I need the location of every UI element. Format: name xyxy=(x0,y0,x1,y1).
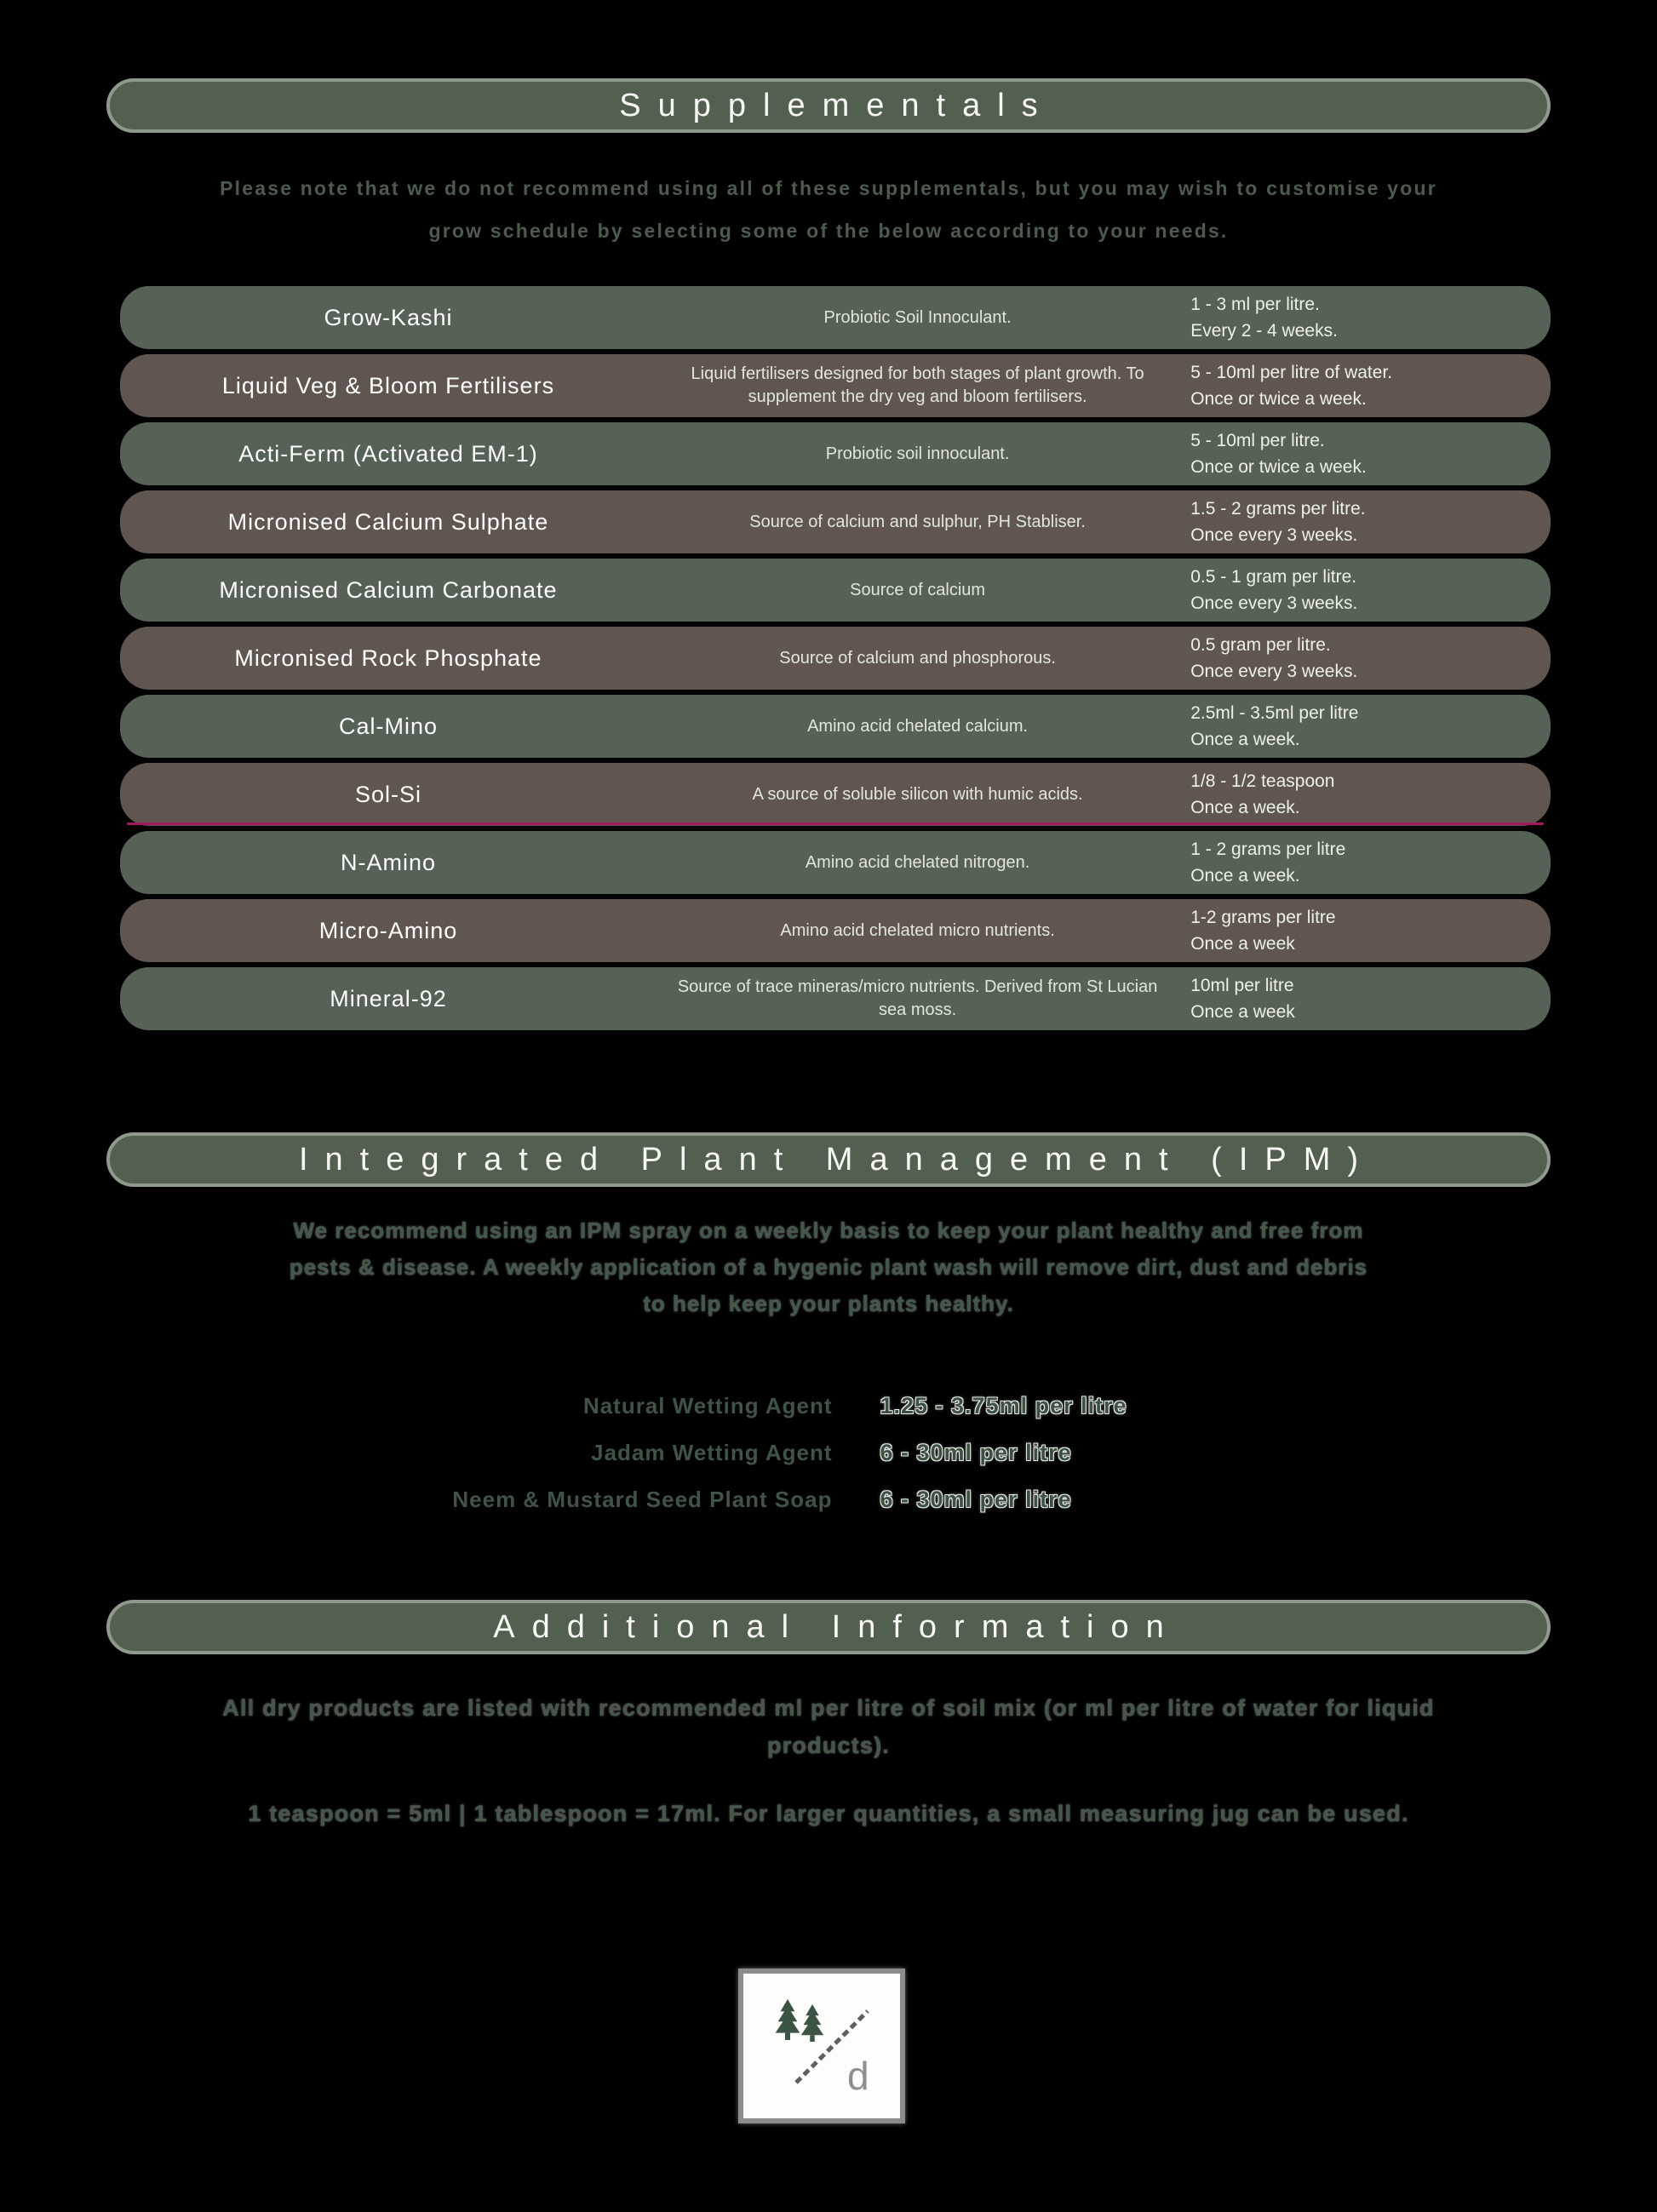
dosage-amount: 10ml per litre xyxy=(1190,975,1294,995)
table-row-cal-mino xyxy=(120,695,1551,758)
logo-graphic xyxy=(743,1974,900,2118)
ipm-item-dosage: 6 - 30ml per litre xyxy=(880,1487,1072,1512)
table-row-rock-phosphate xyxy=(120,627,1551,690)
supplement-description: Source of calcium xyxy=(850,580,986,599)
supplement-description: Source of trace mineras/micro nutrients. Derived from St Lucian sea moss. xyxy=(677,977,1158,1019)
supplement-name: N-Amino xyxy=(340,849,437,875)
supplement-description: Source of calcium and sulphur, PH Stabliser. xyxy=(749,512,1086,531)
supplement-description: Probiotic Soil Innoculant. xyxy=(823,307,1012,327)
supplement-name: Mineral-92 xyxy=(330,985,447,1011)
supplementals-header xyxy=(106,78,1551,133)
supplement-dosage xyxy=(1178,632,1551,685)
supplementals-title: Supplementals xyxy=(619,87,1055,123)
ipm-title: Integrated Plant Management (IPM) xyxy=(298,1141,1376,1178)
table-row-sol-si xyxy=(120,763,1551,826)
ipm-item-neem-mustard-soap xyxy=(0,1487,1657,1513)
supplement-name: Micronised Rock Phosphate xyxy=(234,645,542,671)
supplement-dosage xyxy=(1178,700,1551,754)
additional-info-title: Additional Information xyxy=(493,1608,1181,1645)
trees-d-logo xyxy=(738,1968,905,2123)
supplement-name: Micro-Amino xyxy=(318,917,458,943)
ipm-item-label: Natural Wetting Agent xyxy=(582,1393,833,1418)
dosage-amount: 2.5ml - 3.5ml per litre xyxy=(1190,702,1359,723)
supplement-description: Amino acid chelated micro nutrients. xyxy=(780,920,1055,940)
ipm-item-label: Neem & Mustard Seed Plant Soap xyxy=(452,1487,833,1512)
ipm-header xyxy=(106,1132,1551,1187)
table-row-liquid-veg-bloom xyxy=(120,354,1551,417)
supplement-dosage xyxy=(1178,427,1551,481)
dosage-frequency: Once a week xyxy=(1190,934,1295,954)
table-row-calcium-sulphate xyxy=(120,490,1551,553)
dosage-frequency: Once or twice a week. xyxy=(1190,457,1367,477)
pine-tree-icon xyxy=(776,1999,800,2040)
supplement-name: Micronised Calcium Sulphate xyxy=(227,508,549,535)
dosage-frequency: Once a week xyxy=(1190,1002,1295,1022)
dosage-amount: 5 - 10ml per litre of water. xyxy=(1190,362,1393,382)
supplement-description: Source of calcium and phosphorous. xyxy=(779,648,1056,668)
dosage-frequency: Once or twice a week. xyxy=(1190,389,1367,409)
ipm-note: We recommend using an IPM spray on a weekly basis to keep your plant healthy and free from pests & disease. A weekly application of a hygenic plant wash will remove dirt, dust and debris to help keep your plants healthy. xyxy=(289,1218,1368,1316)
supplement-dosage xyxy=(1178,359,1551,413)
ipm-item-dosage: 6 - 30ml per litre xyxy=(880,1440,1072,1465)
table-row-mineral-92 xyxy=(120,967,1551,1030)
table-row-n-amino xyxy=(120,831,1551,894)
supplement-name: Sol-Si xyxy=(354,781,422,807)
supplement-dosage xyxy=(1178,904,1551,958)
pine-tree-icon xyxy=(801,2004,823,2042)
dosage-frequency: Once a week. xyxy=(1190,730,1300,749)
table-row-calcium-carbonate xyxy=(120,559,1551,622)
supplement-name: Acti-Ferm (Activated EM-1) xyxy=(238,440,538,467)
supplement-dosage xyxy=(1178,972,1551,1026)
supplement-name: Cal-Mino xyxy=(338,713,439,739)
supplements-table xyxy=(120,286,1551,1030)
ipm-item-dosage: 1.25 - 3.75ml per litre xyxy=(880,1393,1127,1418)
supplement-description: Liquid fertilisers designed for both stages of plant growth. To supplement the dry veg and bloom fertilisers. xyxy=(691,364,1144,406)
supplement-description: Amino acid chelated calcium. xyxy=(807,716,1029,736)
dosage-amount: 0.5 - 1 gram per litre. xyxy=(1190,566,1357,587)
supplement-name: Liquid Veg & Bloom Fertilisers xyxy=(221,372,555,398)
dosage-frequency: Once a week. xyxy=(1190,798,1300,817)
supplement-dosage xyxy=(1178,768,1551,822)
supplement-description: Amino acid chelated nitrogen. xyxy=(805,852,1030,872)
dosage-amount: 1.5 - 2 grams per litre. xyxy=(1190,498,1366,519)
supplement-dosage xyxy=(1178,291,1551,345)
dosage-frequency: Once every 3 weeks. xyxy=(1190,662,1358,681)
dosage-amount: 1 - 3 ml per litre. xyxy=(1190,294,1320,314)
supplement-dosage xyxy=(1178,564,1551,617)
supplementals-note: Please note that we do not recommend using all of these supplementals, but you may wish to customise your grow schedule by selecting some of the below according to your needs. xyxy=(220,177,1437,242)
ipm-item-label: Jadam Wetting Agent xyxy=(591,1440,833,1465)
supplement-description: A source of soluble silicon with humic acids. xyxy=(752,784,1083,804)
supplement-name: Micronised Calcium Carbonate xyxy=(219,576,558,603)
table-row-grow-kashi xyxy=(120,286,1551,349)
dosage-amount: 1 - 2 grams per litre xyxy=(1190,839,1346,859)
measurement-conversion-note: 1 teaspoon = 5ml | 1 tablespoon = 17ml. For larger quantities, a small measuring jug can be used. xyxy=(248,1801,1409,1826)
dosage-amount: 1-2 grams per litre xyxy=(1190,907,1336,927)
table-row-micro-amino xyxy=(120,899,1551,962)
dosage-amount: 5 - 10ml per litre. xyxy=(1190,430,1325,450)
additional-info-header xyxy=(106,1600,1551,1654)
supplement-dosage xyxy=(1178,496,1551,549)
dosage-frequency: Once every 3 weeks. xyxy=(1190,593,1358,613)
table-row-acti-ferm xyxy=(120,422,1551,485)
dosage-frequency: Every 2 - 4 weeks. xyxy=(1190,321,1338,341)
supplement-name: Grow-Kashi xyxy=(324,304,453,330)
dosage-amount: 0.5 gram per litre. xyxy=(1190,634,1331,655)
ipm-item-natural-wetting-agent xyxy=(0,1393,1657,1419)
dosage-amount: 1/8 - 1/2 teaspoon xyxy=(1190,771,1335,791)
ipm-item-jadam-wetting-agent xyxy=(0,1440,1657,1466)
ipm-product-list xyxy=(0,1393,1657,1513)
supplement-description: Probiotic soil innoculant. xyxy=(825,444,1010,463)
additional-info-note: All dry products are listed with recommended ml per litre of soil mix (or ml per litre of water for liquid products). xyxy=(222,1695,1435,1758)
dosage-frequency: Once every 3 weeks. xyxy=(1190,525,1358,545)
dosage-frequency: Once a week. xyxy=(1190,866,1300,885)
logo-letter: d xyxy=(847,2054,869,2098)
supplement-dosage xyxy=(1178,836,1551,890)
